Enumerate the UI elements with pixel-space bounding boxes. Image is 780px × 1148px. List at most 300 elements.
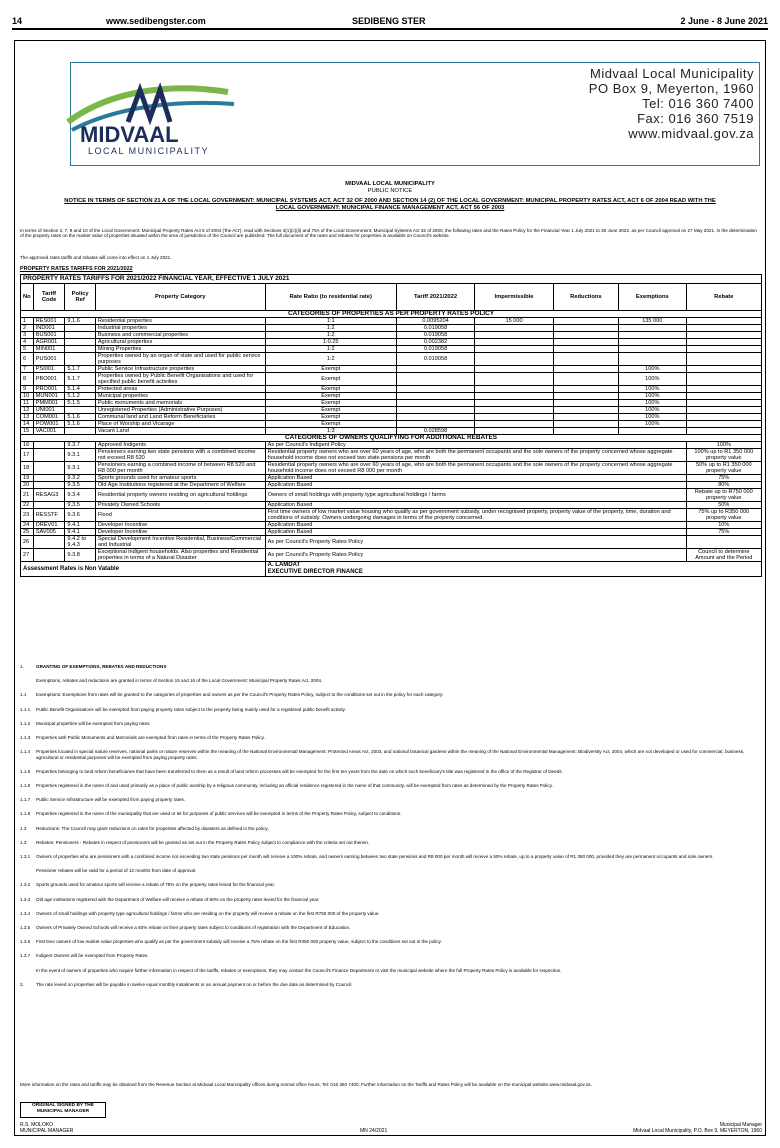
table-title: PROPERTY RATES TARIFFS FOR 2021/2022 FINANCIAL YEAR, EFFECTIVE 1 JULY 2021 — [21, 275, 762, 284]
table-cell: Unregistered Properties (Administrative Purposes) — [95, 407, 265, 414]
table-cell — [686, 386, 761, 393]
table-row — [21, 393, 762, 400]
policy-paragraph — [20, 897, 764, 903]
table-cell: Mining Properties — [95, 346, 265, 353]
table-row — [21, 536, 762, 549]
table-cell — [686, 325, 761, 332]
table-row — [21, 529, 762, 536]
table-cell — [65, 339, 95, 346]
table-cell: BUS001 — [33, 332, 65, 339]
table-cell: RES001 — [33, 318, 65, 325]
column-header: Tariff 2021/2022 — [396, 284, 474, 311]
table-cell: Exempt — [265, 373, 396, 386]
table-cell: AGR001 — [33, 339, 65, 346]
table-cell: Properties owned by an organ of state and used for public service purposes — [95, 353, 265, 366]
table-cell: 100% — [619, 386, 687, 393]
table-cell: 9.4.1 — [65, 522, 95, 529]
table-cell: First time owners of low market value housing who qualify as per government subsidy, under recognised property, property value of the property, time, duration and conditions of subsidy. Owners undergoing damages in terms of the property concerned. — [265, 509, 686, 522]
table-cell: 20 — [21, 482, 34, 489]
table-cell: Residential property owners who are over 60 years of age, who are both the permanent occupants and the sole owners of the property concerned whose aggregate household income does not exceed R8 000 per month — [265, 462, 686, 475]
contact-info: More information on the rates and tariffs may be obtained from the Revenue Section at Midvaal Local Municipality offices during normal office hours, Tel: 016 360 7400. Further information on the Tariffs and Rates Policy will be available on the municipal website www.midvaal.gov.za. — [20, 1082, 592, 1087]
paragraph-text: Rebates: Pensioners - Rebates in respect of pensioners will be granted as set out in the Property Rates Policy subject to compliance with the criteria set out therein. — [36, 839, 370, 845]
table-cell — [33, 442, 65, 449]
table-cell: IND001 — [33, 325, 65, 332]
table-cell: 50% up to R1 350 000 property value — [686, 462, 761, 475]
table-cell — [396, 386, 474, 393]
address-line: Fax: 016 360 7519 — [637, 111, 754, 126]
paragraph-number: 1.3.7 — [20, 953, 31, 959]
table-cell: 13 — [21, 414, 34, 421]
address-line: Tel: 016 360 7400 — [642, 96, 754, 111]
paragraph-number: 1.3.5 — [20, 924, 31, 930]
table-cell: 75% — [686, 529, 761, 536]
table-cell: 9.3.1 — [65, 449, 95, 462]
signatory — [265, 562, 761, 577]
table-cell — [553, 332, 618, 339]
mm-title: MUNICIPAL MANAGER — [20, 1128, 74, 1134]
table-cell — [553, 414, 618, 421]
table-cell — [33, 482, 65, 489]
table-row — [21, 366, 762, 373]
table-cell: As per Council's Property Rates Policy — [265, 536, 686, 549]
issue-date: 2 June - 8 June 2021 — [680, 16, 768, 26]
table-header-row — [21, 284, 762, 311]
table-cell — [65, 407, 95, 414]
column-header: Rate Ratio (to residential rate) — [265, 284, 396, 311]
table-cell — [686, 373, 761, 386]
municipal-address — [589, 66, 754, 141]
paragraph-number: 1.3 — [20, 839, 27, 845]
table-cell — [553, 353, 618, 366]
table-cell — [686, 346, 761, 353]
paragraph-number: 2. — [20, 981, 24, 987]
policy-paragraph — [20, 953, 764, 959]
table-cell — [475, 393, 553, 400]
table-row — [21, 475, 762, 482]
table-cell: Exempt — [265, 386, 396, 393]
table-row — [21, 449, 762, 462]
paragraph-number: 1.2 — [20, 825, 27, 831]
table-cell: MIN001 — [33, 346, 65, 353]
table-cell: 8 — [21, 373, 34, 386]
table-cell: 1:2 — [265, 346, 396, 353]
table-row — [21, 332, 762, 339]
policy-paragraph — [20, 735, 764, 741]
table-cell: SAV005 — [33, 529, 65, 536]
table-row — [21, 442, 762, 449]
table-cell — [553, 366, 618, 373]
paper-name: SEDIBENG STER — [352, 16, 426, 26]
policy-paragraph — [20, 797, 764, 803]
table-cell — [553, 386, 618, 393]
table-cell — [553, 318, 618, 325]
table-cell — [553, 325, 618, 332]
table-cell — [686, 407, 761, 414]
table-cell: 9.3.6 — [65, 509, 95, 522]
table-cell — [33, 502, 65, 509]
paragraph-text: Properties with Public Monuments and Memorials are exempted from rates in terms of the Property Rates Policy. — [36, 734, 265, 740]
table-cell — [396, 400, 474, 407]
table-cell — [686, 393, 761, 400]
paragraph-text: Owners of Privately Owned Schools will receive a 50% rebate on their property rates subject to conditions of registration with the Department of Education. — [36, 924, 351, 930]
table-cell — [475, 421, 553, 428]
paragraph-number: 1.3.3 — [20, 896, 31, 902]
table-cell: Exceptional indigent households. Also properties and Residential properties in terms of a Natural Disaster — [95, 549, 265, 562]
table-cell: 0.019058 — [396, 346, 474, 353]
signatory-name: A. LAMDAT — [267, 562, 301, 568]
table-row — [21, 353, 762, 366]
table-row — [21, 373, 762, 386]
table-cell: 5.1.7 — [65, 366, 95, 373]
paragraph-text: First time owners of low market value properties who qualify as per the government subsidy will receive a 75% rebate on the first R350 000 property value, subject to the conditions set out in the policy. — [36, 939, 442, 945]
table-cell: Owners of small holdings with property type agricultural holdings / farms — [265, 489, 686, 502]
table-cell: Properties owned by Public Benefit Organisations and used for specified public benefit activities — [95, 373, 265, 386]
policy-paragraph — [20, 968, 764, 974]
newspaper-header — [12, 14, 768, 30]
mm-address — [633, 1122, 762, 1134]
table-cell: 0.019058 — [396, 353, 474, 366]
table-cell — [619, 428, 687, 435]
column-header: Exemptions — [619, 284, 687, 311]
paragraph-number: 1.3.1 — [20, 854, 31, 860]
table-cell — [396, 414, 474, 421]
paragraph-text: Owners of properties who are pensioners with a combined income not exceeding two state pensions per month will receive a 100% rebate, and owners earning between two state pensions and R8 000 per month will receive a 50% rebate, up to a property value of R1 350 000, provided they are permanent occupants and sole owners. — [36, 854, 714, 860]
table-cell: 3 — [21, 332, 34, 339]
table-cell: 9.3.8 — [65, 549, 95, 562]
table-cell: Exempt — [265, 407, 396, 414]
table-cell — [686, 366, 761, 373]
paragraph-text: Exemptions, rebates and reductions are granted in terms of Section 15 and 16 of the Local Government: Municipal Property Rates Act, 2004. — [36, 678, 323, 684]
table-cell: 16 — [21, 442, 34, 449]
table-cell: Public monuments and memorials — [95, 400, 265, 407]
tariffs-heading: PROPERTY RATES TARIFFS FOR 2021/2022 — [20, 266, 133, 272]
table-row — [21, 482, 762, 489]
address-line: PO Box 9, Meyerton, 1960 — [588, 81, 754, 96]
table-cell: Council to determine Amount and the Period — [686, 549, 761, 562]
table-cell — [33, 536, 65, 549]
table-cell: 9.4.2 to 9.4.3 — [65, 536, 95, 549]
table-cell — [475, 414, 553, 421]
table-cell: 100% — [619, 407, 687, 414]
table-cell: 15 000 — [475, 318, 553, 325]
table-cell: COM001 — [33, 414, 65, 421]
table-cell: 9.3.2 — [65, 475, 95, 482]
table-cell: PBO001 — [33, 373, 65, 386]
table-cell: As per Council's Indigent Policy — [265, 442, 686, 449]
table-cell: 5.1.7 — [65, 373, 95, 386]
table-cell — [619, 339, 687, 346]
table-cell: 0.0095204 — [396, 318, 474, 325]
paragraph-text: In the event of owners of properties who require further information in respect of the tariffs, rebates or exemptions, they may contact the Council's Finance Department or visit the municipal website where the full Property Rates Policy is available for inspection. — [36, 967, 562, 973]
column-header: Tariff Code — [33, 284, 65, 311]
paragraph-number: 1.3.4 — [20, 910, 31, 916]
paragraph-number: 1.1.3 — [20, 734, 31, 740]
mm-name: R.S. MOLOKO — [20, 1122, 54, 1128]
table-cell: 0.002382 — [396, 339, 474, 346]
paragraph-text: Owners of small holdings with property type agricultural holdings / farms who are residing on the property will receive a rebate on the first R750 000 of the property value. — [36, 910, 380, 916]
paragraph-text: Public Service Infrastructure will be exempted from paying property rates. — [36, 797, 186, 803]
table-cell: POW001 — [33, 421, 65, 428]
notice-heading: NOTICE IN TERMS OF SECTION 21 A OF THE LOCAL GOVERNMENT: MUNICIPAL SYSTEMS ACT, ACT 32 OF 2000 AND SECTION 14 (2) OF THE LOCAL GOVERNMENT: MUNICIPAL PROPERTY RATES ACT, ACT 6 OF 2004 READ WITH THE LOCAL GOVERNMENT: MUNICIPAL FINANCE MANAGEMENT ACT, ACT 56 OF 2003 — [64, 198, 716, 211]
paragraph-text: Reductions: The Council may grant reductions on rates for properties affected by disasters as defined in the policy. — [36, 825, 269, 831]
table-cell — [686, 400, 761, 407]
table-cell — [65, 325, 95, 332]
table-row — [21, 489, 762, 502]
table-row — [21, 407, 762, 414]
table-row — [21, 400, 762, 407]
table-cell: 10 — [21, 393, 34, 400]
table-row — [21, 549, 762, 562]
policy-paragraph — [20, 769, 764, 775]
notice-intro: In terms of Section 2, 7, 9 and 10 of the Local Government: Municipal Property Rates Act 6 of 2004 ('the Act'), read with Sections 4(1)(c)(ii) and 75A of the Local Government: Municipal Systems Act 32 of 2000, the following rates and the Rates Policy for the Financial Year 1 July 2021 to 30 June 2022, as per Council approval on 27 May 2021, in the determination of the property rates on the market value of properties situated within the area of jurisdiction of the Council are published. The full document of the rates and rebates for properties is available on Council's website. — [20, 228, 757, 239]
policy-paragraph — [20, 925, 764, 931]
table-cell: Application Based — [265, 522, 686, 529]
table-cell: 9.3.1 — [65, 462, 95, 475]
paragraph-text: GRANTING OF EXEMPTIONS, REBATES AND REDUCTIONS — [36, 664, 167, 669]
table-cell — [396, 366, 474, 373]
section-heading: CATEGORIES OF PROPERTIES AS PER PROPERTY RATES POLICY — [21, 311, 762, 318]
table-cell: 15 — [21, 428, 34, 435]
policy-paragraph — [20, 911, 764, 917]
paragraph-text: Properties belonging to land reform beneficiaries that have been transferred to them as a result of land reform processes will be exempted for the first ten years from the date on which such beneficiary's title was registered in the office of the Registrar of Deeds. — [36, 768, 563, 774]
table-cell: 50% — [686, 502, 761, 509]
policy-paragraph — [20, 749, 764, 760]
table-cell: Application Based — [265, 475, 686, 482]
column-header: Impermissible — [475, 284, 553, 311]
table-cell: 23 — [21, 509, 34, 522]
table-cell — [619, 332, 687, 339]
logo-sub: LOCAL MUNICIPALITY — [88, 146, 210, 156]
table-cell: 10% — [686, 522, 761, 529]
column-header: Property Category — [95, 284, 265, 311]
signatory-title: EXECUTIVE DIRECTOR FINANCE — [267, 569, 363, 575]
table-cell — [553, 400, 618, 407]
table-cell: Exempt — [265, 414, 396, 421]
table-cell: Pensioners earning a combined income of between R8 520 and R8 000 per month — [95, 462, 265, 475]
table-cell — [475, 373, 553, 386]
paragraph-number: 1.1 — [20, 692, 27, 698]
table-cell — [65, 332, 95, 339]
table-cell — [619, 353, 687, 366]
table-cell: Rebate up to R750 000 property value — [686, 489, 761, 502]
table-cell: 7 — [21, 366, 34, 373]
paragraph-text: Public Benefit Organisations will be exempted from paying property rates subject to the property being mainly used for a registered public benefit activity. — [36, 706, 346, 712]
notice-effective: The approved rates tariffs and rebates will come into effect on 1 July 2021. — [20, 255, 172, 260]
table-cell — [553, 346, 618, 353]
table-cell: 4 — [21, 339, 34, 346]
table-cell: Approved Indigents — [95, 442, 265, 449]
table-cell: 19 — [21, 475, 34, 482]
table-cell: Public Service Infrastructure properties — [95, 366, 265, 373]
website: www.sedibengster.com — [106, 16, 206, 26]
table-cell — [619, 325, 687, 332]
notice-number: MN 24/2021 — [360, 1128, 388, 1134]
table-cell: 21 — [21, 489, 34, 502]
table-cell: Application Based — [265, 529, 686, 536]
table-cell: 9.3.4 — [65, 489, 95, 502]
table-cell: 100% — [619, 400, 687, 407]
table-cell: Industrial properties — [95, 325, 265, 332]
address-line: Midvaal Local Municipality — [589, 66, 754, 81]
table-cell — [396, 393, 474, 400]
table-cell: 26 — [21, 536, 34, 549]
table-cell: 0.019058 — [396, 332, 474, 339]
policy-paragraph — [20, 840, 764, 846]
table-cell: Municipal properties — [95, 393, 265, 400]
paragraph-text: Municipal properties will be exempted from paying rates. — [36, 720, 151, 726]
table-cell — [475, 346, 553, 353]
table-cell: 9.3.5 — [65, 502, 95, 509]
table-cell: 5 — [21, 346, 34, 353]
non-vatable-note: Assessment Rates is Non Vatable — [21, 562, 266, 577]
paragraph-number: 1.1.1 — [20, 706, 31, 712]
table-cell: Exempt — [265, 421, 396, 428]
table-row — [21, 462, 762, 475]
mm-signature — [20, 1122, 73, 1134]
column-header: Rebate — [686, 284, 761, 311]
page-number: 14 — [12, 16, 23, 26]
table-cell — [33, 449, 65, 462]
table-cell: MUN001 — [33, 393, 65, 400]
midvaal-logo — [58, 72, 258, 162]
notice-type: PUBLIC NOTICE — [367, 188, 413, 194]
table-cell — [553, 407, 618, 414]
table-row — [21, 318, 762, 325]
paragraph-text: Properties registered in the name of the municipality that are used or let for purposes of public services will be exempted in terms of the Property Rates Policy, subject to conditions. — [36, 811, 402, 817]
paragraph-number: 1.1.5 — [20, 768, 31, 774]
table-row — [21, 509, 762, 522]
table-cell — [686, 414, 761, 421]
table-cell — [553, 421, 618, 428]
table-cell: 6 — [21, 353, 34, 366]
table-cell — [475, 339, 553, 346]
table-cell: 0.028598 — [396, 428, 474, 435]
table-cell — [33, 549, 65, 562]
table-cell: 24 — [21, 522, 34, 529]
table-cell — [553, 373, 618, 386]
paragraph-text: Properties located in special nature reserves, national parks or nature reserves within the meaning of the National Environmental Management: Protected Areas Act, 2003, and national botanical gardens within the meaning of the National Environmental Management: Biodiversity Act, 2004, which are not developed or used for commercial, business, agricultural or residential purposes will be exempted from paying property rates. — [36, 749, 745, 760]
table-cell: 14 — [21, 421, 34, 428]
table-cell: 9.3.5 — [65, 482, 95, 489]
table-cell: Privately Owned Schools — [95, 502, 265, 509]
table-cell: Protected areas — [95, 386, 265, 393]
column-header: Policy Ref — [65, 284, 95, 311]
table-cell: 17 — [21, 449, 34, 462]
table-cell: 1:3 — [265, 428, 396, 435]
policy-paragraph — [20, 982, 764, 988]
table-cell: PUS001 — [33, 353, 65, 366]
table-cell: 100% up to R1 350 000 property value — [686, 449, 761, 462]
table-cell: Pensioners earning two state pensions with a combined income not exceed R8 520 — [95, 449, 265, 462]
table-cell — [475, 332, 553, 339]
table-cell: PRO001 — [33, 386, 65, 393]
table-cell: RESAG3 — [33, 489, 65, 502]
table-cell: 9.4.1 — [65, 529, 95, 536]
paragraph-number: 1.1.4 — [20, 749, 31, 755]
policy-paragraph — [20, 882, 764, 888]
table-cell — [475, 366, 553, 373]
table-cell: Residential property owners who are over 60 years of age, who are both the permanent occupants and the sole owners of the property concerned whose aggregate household income does not exceed two state pensions per month — [265, 449, 686, 462]
table-cell: 75% — [686, 475, 761, 482]
paragraph-number: 1.3.2 — [20, 882, 31, 888]
table-cell: Exempt — [265, 400, 396, 407]
column-header: Reductions — [553, 284, 618, 311]
table-cell: Residential properties — [95, 318, 265, 325]
table-cell — [33, 462, 65, 475]
logo-name: MIDVAAL — [80, 122, 179, 147]
paragraph-number: 1.1.6 — [20, 783, 31, 789]
table-cell — [396, 421, 474, 428]
table-cell: 100% — [619, 421, 687, 428]
policy-paragraph — [20, 868, 764, 874]
table-cell: Exempt — [265, 393, 396, 400]
policy-paragraph — [20, 678, 764, 684]
table-cell — [619, 346, 687, 353]
table-cell: Place of Worship and Vicarage — [95, 421, 265, 428]
table-cell — [686, 339, 761, 346]
table-cell: Special Development Incentive Residential, Business/Commercial and Industrial — [95, 536, 265, 549]
table-cell: 1:2 — [265, 332, 396, 339]
table-cell — [396, 373, 474, 386]
table-row — [21, 502, 762, 509]
policy-paragraph — [20, 664, 764, 670]
table-cell — [475, 353, 553, 366]
table-cell: Developer Incentive — [95, 529, 265, 536]
table-cell: 0.019058 — [396, 325, 474, 332]
policy-paragraph — [20, 811, 764, 817]
table-cell: 22 — [21, 502, 34, 509]
paragraph-number: 1.1.2 — [20, 720, 31, 726]
table-cell — [65, 346, 95, 353]
table-cell: Exempt — [265, 366, 396, 373]
table-cell: 100% — [619, 414, 687, 421]
table-cell — [33, 475, 65, 482]
table-cell: 1 — [21, 318, 34, 325]
table-cell — [686, 421, 761, 428]
policy-paragraph — [20, 692, 764, 698]
table-cell: Old Age Institutions registered at the Department of Welfare — [95, 482, 265, 489]
section-heading: CATEGORIES OF OWNERS QUALIFYING FOR ADDITIONAL REBATES — [21, 435, 762, 442]
table-cell: Agricultural properties — [95, 339, 265, 346]
table-cell: Communal land and Land Reform Beneficiaries — [95, 414, 265, 421]
paragraph-text: Indigent Owners will be exempted from Property Rates. — [36, 953, 149, 959]
policy-paragraph — [20, 826, 764, 832]
table-cell — [475, 386, 553, 393]
table-cell — [686, 318, 761, 325]
table-row — [21, 339, 762, 346]
table-cell: 5.1.4 — [65, 386, 95, 393]
table-cell: 80% — [686, 482, 761, 489]
table-cell — [396, 407, 474, 414]
table-row — [21, 414, 762, 421]
table-cell: 135 000 — [619, 318, 687, 325]
table-cell — [553, 428, 618, 435]
table-cell: 5.1.5 — [65, 400, 95, 407]
paragraph-text: Old age institutions registered with the Department of Welfare will receive a rebate of 80% on the property rates levied for the financial year. — [36, 896, 320, 902]
table-cell — [686, 353, 761, 366]
table-cell — [553, 339, 618, 346]
paragraph-text: Pensioner rebates will be valid for a period of 12 months from date of approval. — [36, 868, 197, 874]
policy-paragraph — [20, 721, 764, 727]
paragraph-number: 1.1.8 — [20, 811, 31, 817]
table-row — [21, 421, 762, 428]
paragraph-number: 1. — [20, 664, 24, 669]
table-cell: PMM001 — [33, 400, 65, 407]
table-cell: 5.1.6 — [65, 421, 95, 428]
table-cell: 1:0.25 — [265, 339, 396, 346]
table-cell: 1:1 — [265, 318, 396, 325]
table-cell — [686, 332, 761, 339]
